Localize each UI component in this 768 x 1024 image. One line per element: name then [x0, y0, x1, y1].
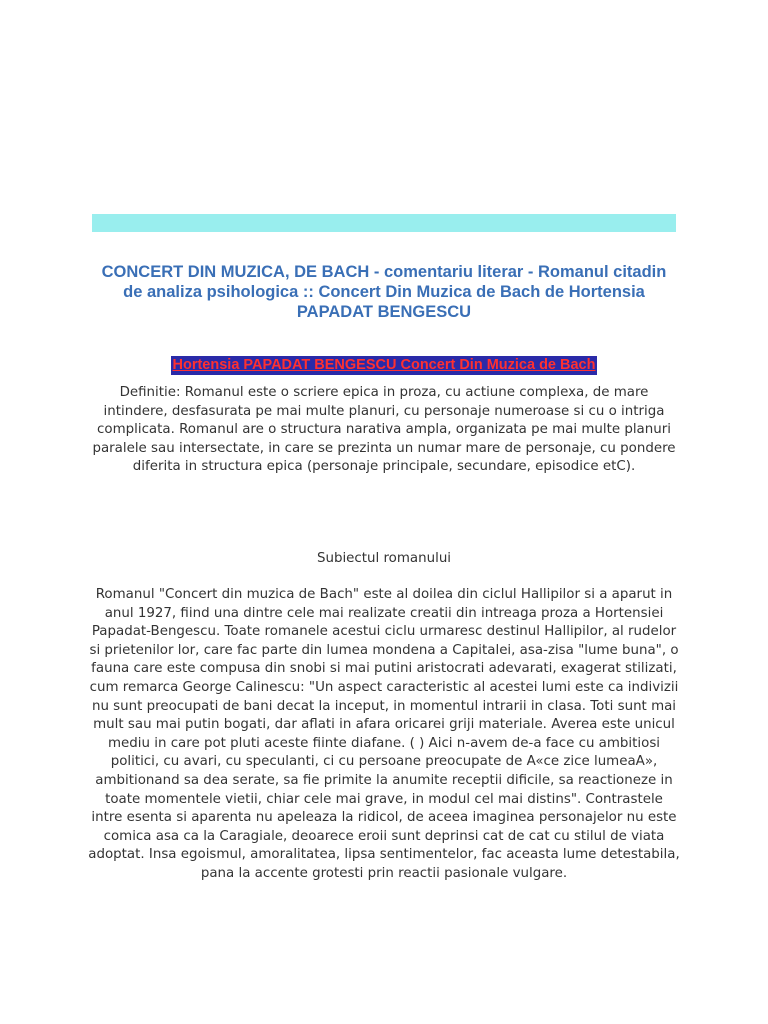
definition-paragraph: Definitie: Romanul este o scriere epica in proza, cu actiune complexa, de mare intindere, desfasurata pe mai multe planuri, cu personaje numeroase si cu o intriga complicata. Romanul are o structura narativa ampla, organizata pe mai multe planuri paralele sau intersectate, in care se prezinta un numar mare de personaje, cu pondere diferita in structura epica (personaje principale, secundare, episodice etC).: [92, 385, 676, 475]
page-title: CONCERT DIN MUZICA, DE BACH - comentariu literar - Romanul citadin de analiza psihologica :: Concert Din Muzica de Bach de Hortensia PAPADAT BENGESCU: [101, 263, 667, 321]
section-heading: Subiectul romanului: [316, 551, 452, 566]
author-work-link[interactable]: Hortensia PAPADAT BENGESCU Concert Din Muzica de Bach: [172, 357, 596, 373]
subtitle-container: [92, 356, 676, 375]
header-banner: [92, 214, 676, 232]
subject-paragraph: Romanul "Concert din muzica de Bach" este al doilea din ciclul Hallipilor si a aparut in anul 1927, fiind una dintre cele mai realizate creatii din intreaga proza a Hortensiei Papadat-Bengescu. Toate romanele acestui ciclu urmaresc destinul Hallipilor, al rudelor si prietenilor lor, care fac parte din lumea mondena a Capitalei, asa-zisa "lume buna", o fauna care este compusa din snobi si mai putini aristocrati adevarati, exagerat stilizati, cum remarca George Calinescu: "Un aspect caracteristic al acestei lumi este ca indivizii nu sunt preocupati de bani decat la inceput, in momentul intrarii in clasa. Toti sunt mai mult sau mai putin bogati, dar aflati in afara oricarei griji materiale. Averea este unicul mediu in care pot pluti aceste fiinte diafane. ( ) Aici n-avem de-a face cu ambitiosi politici, cu avari, cu speculanti, ci cu persoane preocupate de A«ce zice lumeaA», ambitionand sa dea serate, sa fie primite la anumite receptii dificile, sa reactioneze in toate momentele vietii, chiar cele mai grave, in modul cel mai distins". Contrastele intre esenta si aparenta nu apeleaza la ridicol, de aceea imaginea personajelor nu este comica asa ca la Caragiale, deoarece eroii sunt deprinsi cat de cat cu stilul de viata adoptat. Insa egoismul, amoralitatea, lipsa sentimentelor, fac aceasta lume detestabila, pana la accente grotesti prin reactii pasionale vulgare.: [88, 587, 680, 881]
